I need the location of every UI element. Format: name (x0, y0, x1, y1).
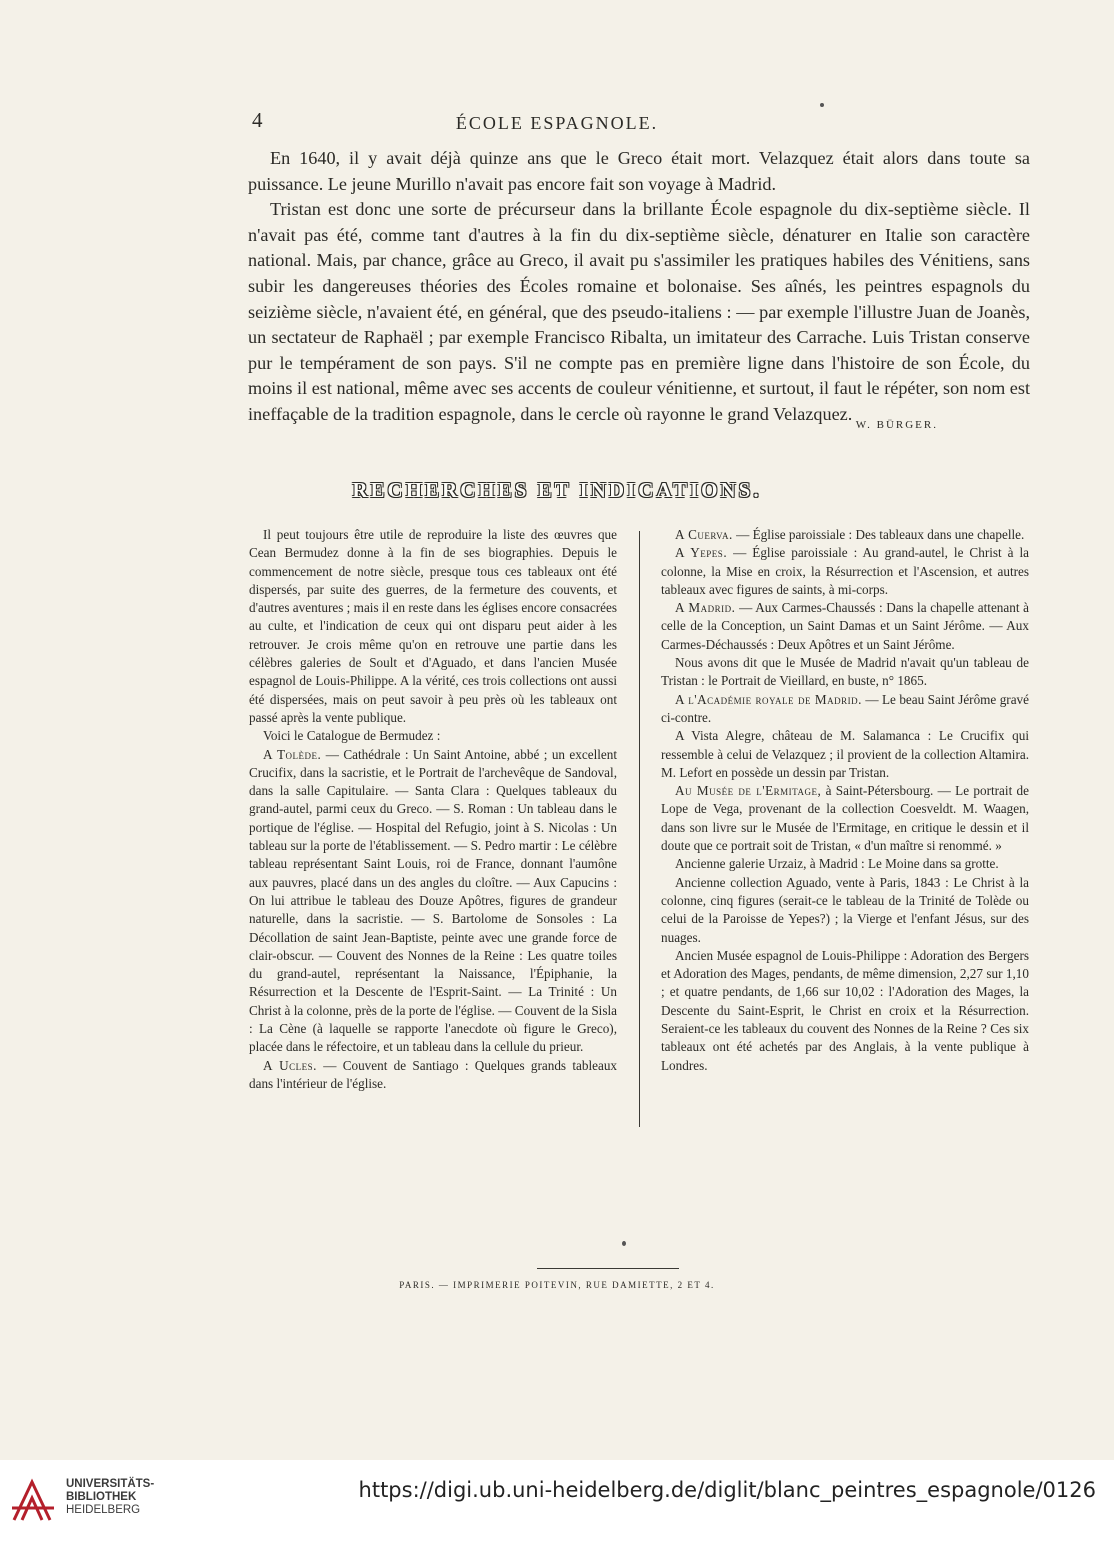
entry-text: à Saint-Pétersbourg. — Le portrait de Lope de Vega, provenant de la collection Coesveldt. M. Waagen, dans son livre sur le Musée de l'Ermitage, en critique le dessin et il doute que ce portrait soit de Tristan, « d'un maître si renommé. » (661, 783, 1030, 854)
column-paragraph: Ancienne collection Aguado, vente à Paris, 1843 : Le Christ à la colonne, cinq figures (serait-ce le tableau de la Trinité de Tolède ou celui de la Paroisse de Yepes?) ; la Vierge et l'enfant Jésus, sur des nuages. (661, 874, 1029, 945)
column-paragraph (661, 782, 1029, 855)
column-paragraph: A Vista Alegre, château de M. Salamanca : Le Crucifix qui ressemble à celui de Velazquez ; il provient de la collection Altamira. M. Lefort en possède un dessin par Tristan. (661, 728, 1029, 780)
section-title: RECHERCHES ET INDICATIONS. (352, 478, 762, 502)
place-name: A Yepes. (675, 545, 728, 561)
column-paragraph (249, 1057, 617, 1094)
intro-text (248, 146, 1030, 428)
column-paragraph: Ancien Musée espagnol de Louis-Philippe : Adoration des Bergers et Adoration des Mages, pendants, de même dimension, 2,27 sur 1,10 ; et quatre pendants, de 1,66 sur 10,02 : l'Adoration des Mages, la Descente du Saint-Esprit, le Christ en croix et la Résurrection. Seraient-ce les tableaux du couvent des Nonnes de la Reine ? Ces six tableaux ont été achetés par des Anglais, à la vente publique à Londres. (661, 947, 1029, 1073)
intro-paragraph: Tristan est donc une sorte de précurseur dans la brillante École espagnole du dix-septième siècle. Il n'avait pas été, comme tant d'autres à la fin du dix-septième siècle, dénaturer en Italie son caractère national. Mais, par chance, grâce au Greco, il avait pu s'assimiler les pratiques habiles des Vénitiens, sans subir les dangereuses théories des Écoles romaine et bolonaise. Ses aînés, les peintres espagnols du seizième siècle, n'avaient été, en général, que des pseudo-italiens : — par exemple l'illustre Juan de Joanès, un sectateur de Raphaël ; par exemple Francisco Ribalta, un imitateur des Carrache. Luis Tristan conserve pur le tempérament de son pays. S'il ne compte pas en première ligne dans l'histoire de son École, du moins il est national, même avec ses accents de couleur vénitienne, et surtout, il faut le répéter, son nom est ineffaçable de la tradition espagnole, dans le cercle où rayonne le grand Velazquez. (248, 199, 1030, 424)
printer-imprint: PARIS. — IMPRIMERIE POITEVIN, RUE DAMIETTE, 2 ET 4. (399, 1280, 715, 1290)
library-logo-icon (10, 1478, 56, 1524)
place-name: A Madrid. (675, 600, 736, 616)
entry-text: — Aux Carmes-Chaussés : Dans la chapelle attenant à celle de la Conception, un Saint Damas et un Saint Jérôme. — Aux Carmes-Déchaussés : Deux Apôtres et un Saint Jérôme. (661, 600, 1029, 652)
place-name: A Tolède. (263, 746, 322, 762)
place-name: A Cuerva. (675, 527, 733, 542)
page-url-link[interactable]: https://digi.ub.uni-heidelberg.de/diglit/blanc_peintres_espagnole/0126 (358, 1478, 1096, 1502)
column-paragraph: Ancienne galerie Urzaiz, à Madrid : Le Moine dans sa grotte. (675, 856, 999, 872)
library-name-line: HEIDELBERG (66, 1504, 141, 1516)
place-name: A Ucles. (263, 1057, 317, 1073)
right-column (661, 526, 1029, 1075)
print-mark-top (820, 103, 824, 107)
left-column (249, 526, 617, 1093)
column-paragraph (661, 599, 1029, 654)
library-name-line: BIBLIOTHEK (66, 1491, 137, 1503)
author-signature: W. BÜRGER. (855, 419, 938, 431)
entry-text: — Le beau Saint Jérôme gravé ci-contre. (661, 691, 1029, 725)
entry-text: — Église paroissiale : Des tableaux dans une chapelle. (736, 527, 1025, 542)
footer-rule (537, 1268, 679, 1269)
entry-text: — Église paroissiale : Au grand-autel, le Christ à la colonne, la Mise en croix, la Résurrection et l'Ascension, et autres tableaux avec figures de saints, à mi-corps. (661, 545, 1029, 597)
place-name: Au Musée de l'Ermitage, (675, 783, 822, 799)
entry-text: — Cathédrale : Un Saint Antoine, abbé ; un excellent Crucifix, dans la sacristie, et le Portrait de l'archevêque de Sandoval, dans la salle Capitulaire. — Santa Clara : Quelques tableaux du grand-autel, parmi ceux du Greco. — S. Roman : Un tableau dans le portique de l'église. — Hospital del Refugio, joint à S. Nicolas : Un tableau sur la porte de l'établissement. — S. Pedro martir : Le célèbre tableau représentant Saint Louis, roi de France, donnant l'aumône aux pauvres, placé dans un des angles du cloître. — Aux Capucins : On lui attribue le tableau des Douze Apôtres, figures de grandeur naturelle, dans la sacristie. — S. Bartolome de Sonsoles : La Décollation de saint Jean-Baptiste, peinte avec une grande force de clair-obscur. — Couvent des Nonnes de la Reine : Les quatre toiles du grand-autel, représentant la Naissance, l'Épiphanie, la Résurrection et la Descente de l'Esprit-Saint. — La Trinité : Un Christ à la colonne, près de la porte de l'église. — Couvent de la Sisla : La Cène (à laquelle se rapporte l'anecdote où figure le Greco), placée dans le réfectoire, et un tableau dans la cellule du prieur. (249, 746, 618, 1055)
column-paragraph (661, 544, 1029, 599)
viewer-footer-bar (0, 1460, 1114, 1561)
column-paragraph: Il peut toujours être utile de reproduire la liste des œuvres que Cean Bermudez donne à la fin de ses biographies. Depuis le commencement de notre siècle, presque tous ces tableaux ont été dispersés, par suite des guerres, de la fermeture des couvents, et d'autres aventures ; mais il en reste dans les églises encore consacrées au culte, et l'indication de ceux qui ont disparu peut aider à les retrouver. Je crois même qu'on en retrouve une partie dans les célèbres galeries de Soult et d'Aguado, et dans l'ancien Musée espagnol de Louis-Philippe. A la vérité, ces trois collections ont aussi été dispersées, mais on peut savoir à peu près où les tableaux ont passé après la vente publique. (249, 527, 617, 725)
library-name-line: UNIVERSITÄTS- (66, 1478, 155, 1490)
place-name: A l'Académie royale de Madrid. (675, 691, 862, 707)
column-paragraph: Nous avons dit que le Musée de Madrid n'avait qu'un tableau de Tristan : le Portrait de Vieillard, en buste, n° 1865. (661, 655, 1029, 689)
entry-text: — Couvent de Santiago : Quelques grands tableaux dans l'intérieur de l'église. (249, 1057, 618, 1091)
print-mark-bottom (622, 1241, 626, 1246)
column-divider (639, 531, 640, 1127)
column-paragraph (661, 691, 1029, 728)
column-paragraph (249, 746, 617, 1057)
library-name (66, 1478, 154, 1517)
intro-paragraph: En 1640, il y avait déjà quinze ans que le Greco était mort. Velazquez était alors dans toute sa puissance. Le jeune Murillo n'avait pas encore fait son voyage à Madrid. (248, 148, 1030, 194)
column-paragraph: Voici le Catalogue de Bermudez : (263, 728, 441, 744)
running-title: ÉCOLE ESPAGNOLE. (455, 113, 659, 133)
column-paragraph (661, 526, 1029, 544)
page-number: 4 (252, 108, 263, 132)
